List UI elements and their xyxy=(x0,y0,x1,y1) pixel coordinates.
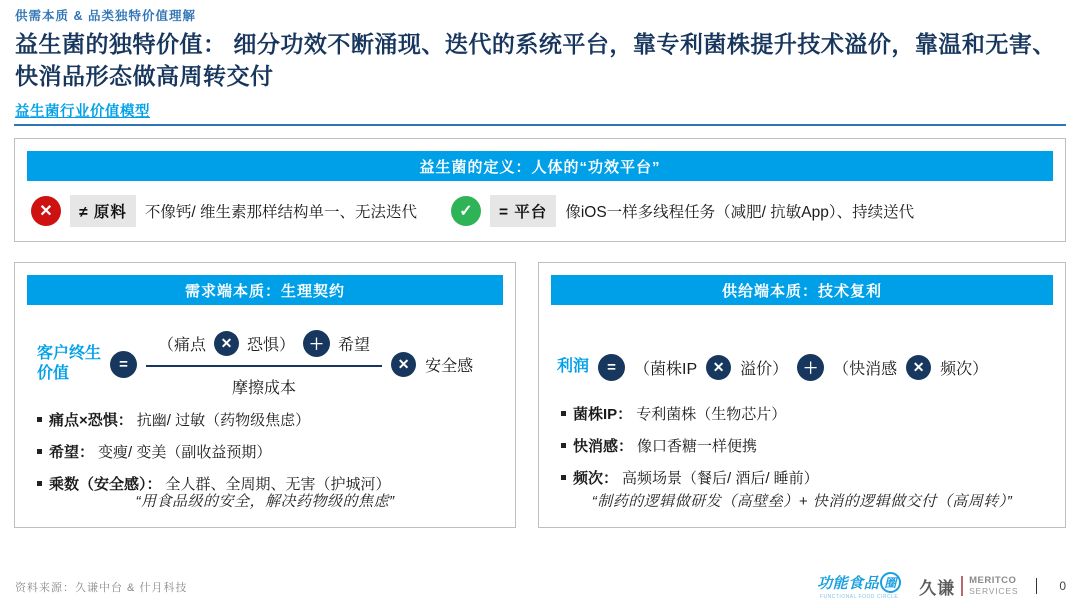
demand-formula xyxy=(37,319,509,409)
formula-lhs-line2: 价值 xyxy=(37,365,70,382)
plus-icon: ＋ xyxy=(303,330,330,357)
page-number-divider xyxy=(1036,578,1037,594)
formula-lhs xyxy=(37,344,101,384)
definition-panel xyxy=(14,138,1066,242)
bullet-label: 菌株IP： xyxy=(573,406,633,423)
formula-term: 频次） xyxy=(940,360,989,378)
not-raw-material-text: 不像钙/ 维生素那样结构单一、无法迭代 xyxy=(144,204,417,221)
plus-icon: ＋ xyxy=(797,354,824,381)
equals-icon: = xyxy=(598,354,625,381)
bullet-icon xyxy=(561,475,566,480)
supply-formula xyxy=(557,339,1059,395)
bullet-label: 希望： xyxy=(49,444,95,461)
eyebrow-label: 供需本质 & 品类独特价值理解 xyxy=(15,9,196,23)
list-item xyxy=(37,441,505,462)
meritco-en-text xyxy=(969,576,1018,596)
meritco-line2: SERVICES xyxy=(969,585,1019,596)
fraction xyxy=(146,330,382,398)
bullet-label: 频次： xyxy=(573,470,619,487)
bullet-icon xyxy=(561,443,566,448)
formula-rhs: 安全感 xyxy=(425,357,474,375)
numerator-text: 恐惧） xyxy=(247,337,296,354)
footer-logos xyxy=(817,572,1066,600)
bullet-text: 高频场景（餐后/ 酒后/ 睡前） xyxy=(622,470,819,487)
multiply-icon: ✕ xyxy=(706,355,731,380)
functional-food-circle-logo xyxy=(817,572,901,600)
definition-header-bar: 益生菌的定义：人体的“功效平台” xyxy=(27,151,1053,181)
meritco-logo xyxy=(919,574,1018,599)
demand-header-bar: 需求端本质：生理契约 xyxy=(27,275,503,305)
bullet-text: 抗幽/ 过敏（药物级焦虑） xyxy=(136,412,311,429)
formula-term: （菌株IP xyxy=(634,360,698,378)
fraction-numerator xyxy=(146,330,382,367)
bullet-text: 变瘦/ 变美（副收益预期） xyxy=(98,444,272,461)
not-raw-material-chip: ≠ 原料 xyxy=(70,195,136,227)
demand-panel xyxy=(14,262,516,528)
logo-divider xyxy=(961,576,963,596)
page-number: 0 xyxy=(1059,579,1066,593)
supply-bullet-list xyxy=(561,403,1055,499)
logo-subtext: FUNCTIONAL FOOD CIRCLE xyxy=(819,594,899,600)
bullet-icon xyxy=(37,417,42,422)
demand-quote: “用食品级的安全，解决药物级的焦虑” xyxy=(135,493,395,510)
numerator-text: 希望 xyxy=(338,337,371,354)
fraction-denominator: 摩擦成本 xyxy=(232,380,297,397)
error-icon: ✕ xyxy=(31,196,61,226)
equals-icon: = xyxy=(110,351,137,378)
multiply-icon: ✕ xyxy=(214,331,239,356)
list-item xyxy=(37,409,505,430)
platform-text: 像iOS一样多线程任务（减肥/ 抗敏App）、持续送代 xyxy=(565,204,915,221)
multiply-icon: ✕ xyxy=(906,355,931,380)
bullet-label: 乘数（安全感）： xyxy=(49,476,162,493)
supply-header-bar: 供给端本质：技术复利 xyxy=(551,275,1053,305)
platform-chip: = 平台 xyxy=(490,195,556,227)
source-note: 资料来源：久谦中台 & 什月科技 xyxy=(15,582,188,594)
list-item xyxy=(561,403,1055,424)
bullet-icon xyxy=(37,449,42,454)
list-item xyxy=(561,467,1055,488)
bullet-text: 专利菌株（生物芯片） xyxy=(636,406,787,423)
definition-content-row xyxy=(31,193,1055,229)
check-icon: ✓ xyxy=(451,196,481,226)
meritco-line1: MERITCO xyxy=(969,575,1017,587)
section-subtitle: 益生菌行业价值模型 xyxy=(15,104,150,120)
multiply-icon: ✕ xyxy=(391,352,416,377)
supply-quote: “制药的逻辑做研发（高壁垒）+ 快消的逻辑做交付（高周转）” xyxy=(591,493,1013,510)
bullet-label: 痛点×恐惧： xyxy=(49,412,133,429)
meritco-cn-text: 久谦 xyxy=(919,578,956,598)
list-item xyxy=(561,435,1055,456)
formula-term: 溢价） xyxy=(740,360,789,378)
supply-panel xyxy=(538,262,1066,528)
bullet-label: 快消感： xyxy=(573,438,634,455)
formula-lhs-line1: 客户终生 xyxy=(37,345,102,362)
page-title: 益生菌的独特价值： 细分功效不断涌现、迭代的系统平台，靠专利菌株提升技术溢价，靠温和无害、快消品形态做高周转交付 xyxy=(15,31,1056,90)
bullet-icon xyxy=(37,481,42,486)
formula-term: （快消感 xyxy=(833,360,898,378)
bullet-text: 像口香糖一样便携 xyxy=(637,438,758,455)
numerator-text: （痛点 xyxy=(158,337,207,354)
functional-food-circle-wordmark xyxy=(817,572,901,593)
logo-circle-char: 圈 xyxy=(880,572,901,593)
bullet-icon xyxy=(561,411,566,416)
logo-text: 功能食品 xyxy=(817,575,880,592)
bullet-text: 全人群、全周期、无害（护城河） xyxy=(165,476,391,493)
formula-lhs: 利润 xyxy=(557,358,590,375)
divider-line xyxy=(14,124,1066,126)
